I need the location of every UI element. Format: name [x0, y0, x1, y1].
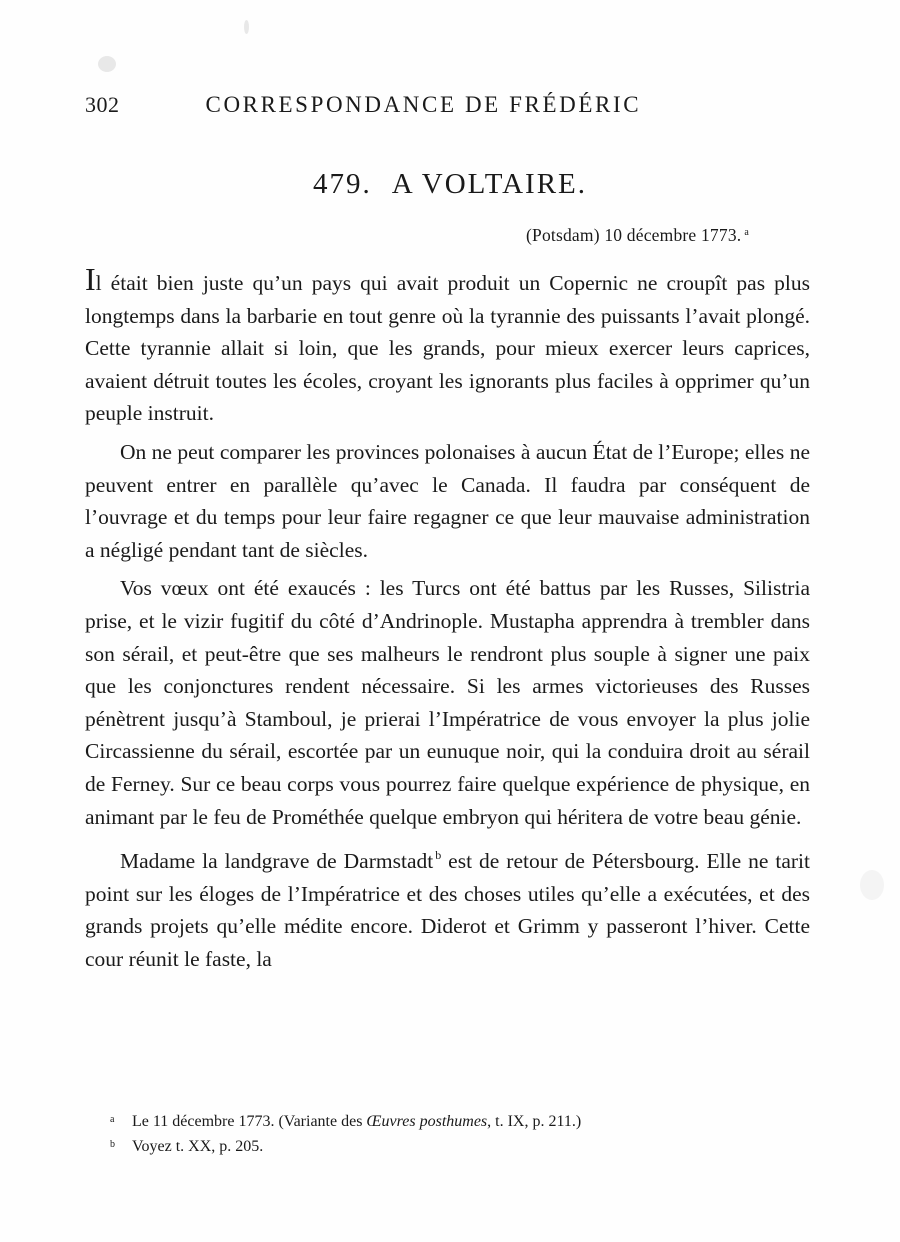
paragraph-3: Vos vœux ont été exaucés : les Turcs ont été battus par les Russes, Silistria prise, et le vizir fugitif du côté d’Andrinople. Mustapha apprendra à trembler dans son sérail, et peut-être que ses malheurs le rendront plus souple à signer une paix que les conjonctures rendent nécessaire. Si les armes victorieuses des Russes pénètrent jusqu’à Stamboul, je prierai l’Impératrice de vous envoyer la plus jolie Circassienne du sérail, escortée par un eunuque noir, qui la conduira droit au sérail de Ferney. Sur ce beau corps vous pourrez faire quelque expérience de physique, en animant par le feu de Prométhée quelque embryon qui héritera de votre beau génie. — [85, 576, 810, 829]
footnote-a — [110, 1108, 810, 1133]
footnote-b-mark: b — [435, 848, 442, 863]
letter-title: A VOLTAIRE. — [391, 168, 588, 200]
paragraph-4 — [85, 839, 810, 975]
footnote-a-text-end: , t. IX, p. 211.) — [487, 1113, 582, 1130]
footnote-a-italic: Œuvres posthumes — [366, 1113, 488, 1130]
running-head — [85, 92, 735, 122]
book-title: CORRESPONDANCE DE FRÉDÉRIC — [205, 92, 642, 117]
paragraph-1 — [85, 261, 810, 430]
paper-speck — [860, 870, 884, 900]
footnote-b-label: b — [110, 1139, 115, 1150]
page-number: 302 — [85, 92, 120, 117]
dateline-note-mark: a — [744, 227, 749, 238]
letter-heading — [0, 168, 900, 201]
paragraph-2: On ne peut comparer les provinces polonaises à aucun État de l’Europe; elles ne peuvent entrer en parallèle qu’avec le Canada. Il faudra par conséquent de l’ouvrage et du temps pour leur faire regagner ce que leur mauvaise administration a négligé pendant tant de siècles. — [85, 439, 810, 562]
footnote-b-text: Voyez t. XX, p. 205. — [132, 1138, 264, 1155]
paragraph-4-text-end: est de retour de Pétersbourg. Elle ne tarit point sur les éloges de l’Impératrice et des choses utiles qu’elle a exécutées, et des grands projets qu’elle médite encore. Diderot et Grimm y passeront l’hiver. Cette cour réunit le faste, la — [85, 849, 810, 971]
letter-body — [85, 261, 810, 975]
paper-speck — [244, 20, 249, 34]
footnote-b — [110, 1133, 810, 1158]
dateline-text: (Potsdam) 10 décembre 1773. — [526, 225, 742, 245]
paragraph-1-text: l était bien juste qu’un pays qui avait produit un Copernic ne croupît pas plus longtemps dans la barbarie en tout genre où la tyrannie des puissants l’avait plongé. Cette tyrannie allait si loin, que les grands, pour mieux exercer leurs caprices, avaient détruit toutes les écoles, croyant les ignorants plus faciles à opprimer qu’un peuple instruit. — [85, 271, 810, 426]
footnotes — [110, 1108, 810, 1158]
footnote-a-text-start: Le 11 décembre 1773. (Variante des — [132, 1113, 367, 1130]
paragraph-4-text-start: Madame la landgrave de Darmstadt — [120, 849, 434, 874]
letter-number: 479. — [312, 168, 372, 200]
dateline — [526, 225, 749, 246]
paper-speck — [98, 56, 116, 72]
footnote-a-label: a — [110, 1114, 115, 1125]
initial-letter: I — [85, 261, 96, 297]
